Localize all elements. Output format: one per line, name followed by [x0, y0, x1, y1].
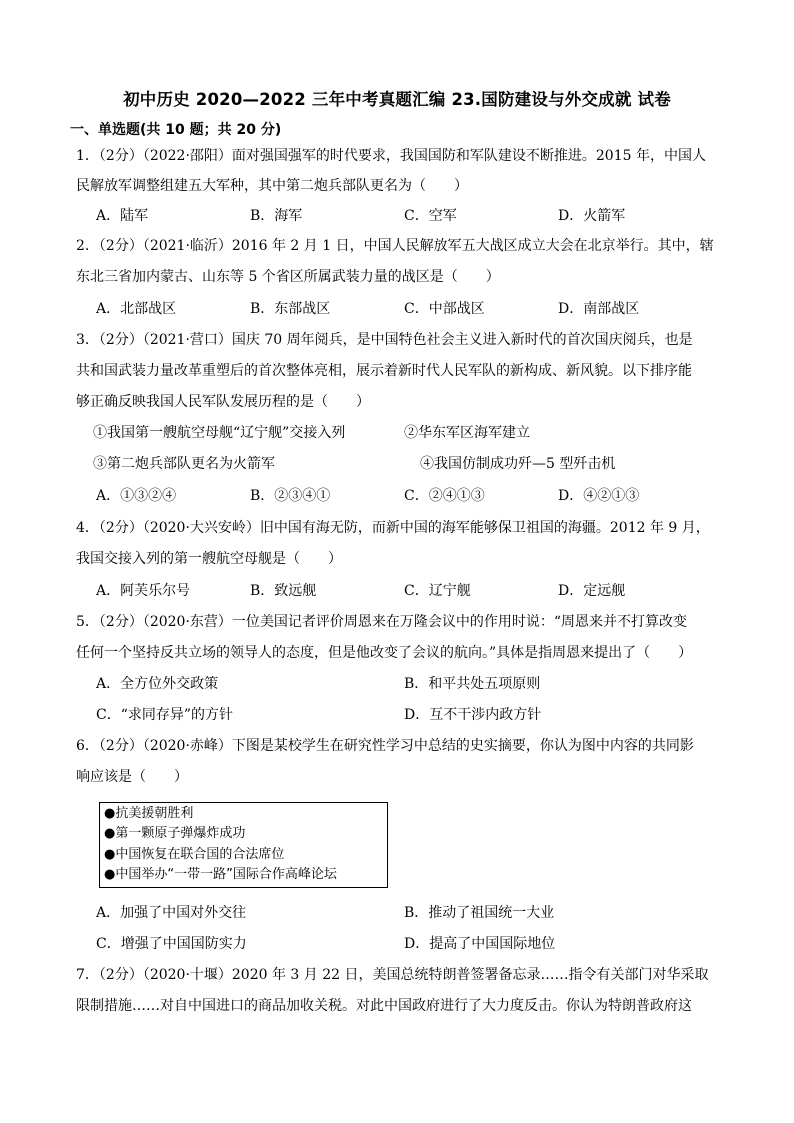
question-3-option-c: C．②④①③ — [404, 488, 485, 504]
section-heading: 一、单选题(共 10 题；共 20 分) — [70, 122, 282, 138]
question-3-line-1: 3．（2分）（2021·营口）国庆 70 周年阅兵，是中国特色社会主义进入新时代的首次国庆阅兵，也是 — [76, 332, 693, 348]
summary-box-item-3: ●中国恢复在联合国的合法席位 — [104, 847, 285, 862]
question-3-item-4: ④我国仿制成功歼—5 型歼击机 — [420, 456, 616, 472]
question-2-line-2: 东北三省加内蒙古、山东等 5 个省区所属武装力量的战区是（ ） — [76, 269, 500, 285]
question-6-option-c: C．增强了中国国防实力 — [96, 936, 247, 952]
summary-box-item-2: ●第一颗原子弹爆炸成功 — [104, 826, 246, 841]
question-3-item-2: ②华东军区海军建立 — [404, 425, 530, 441]
question-4-line-2: 我国交接入列的第一艘航空母舰是（ ） — [76, 551, 342, 567]
question-6-option-d: D．提高了中国国际地位 — [404, 936, 556, 952]
question-3-option-a: A．①③②④ — [96, 488, 177, 504]
question-5-option-c: C．“求同存异”的方针 — [96, 707, 234, 723]
question-2-line-1: 2．（2分）（2021·临沂）2016 年 2 月 1 日，中国人民解放军五大战区成立大会在北京举行。其中，辖 — [76, 238, 714, 254]
question-6-option-b: B．推动了祖国统一大业 — [404, 905, 555, 921]
question-1-option-a: A．陆军 — [96, 208, 149, 224]
question-4-option-b: B．致远舰 — [250, 583, 317, 599]
question-1-line-1: 1．（2分）（2022·邵阳）面对强国强军的时代要求，我国国防和军队建设不断推进。2015 年，中国人 — [76, 148, 706, 164]
question-2-option-d: D．南部战区 — [558, 301, 640, 317]
question-3-line-2: 共和国武装力量改革重塑后的首次整体亮相，展示着新时代人民军队的新构成、新风貌。以下排序能 — [76, 363, 692, 379]
question-5-option-b: B．和平共处五项原则 — [404, 676, 541, 692]
question-1-line-2: 民解放军调整组建五大军种，其中第二炮兵部队更名为（ ） — [76, 178, 468, 194]
question-3-item-3: ③第二炮兵部队更名为火箭军 — [93, 456, 275, 472]
summary-box-item-1: ●抗美援朝胜利 — [104, 806, 194, 821]
question-6-option-a: A．加强了中国对外交往 — [96, 905, 247, 921]
question-2-option-a: A．北部战区 — [96, 301, 177, 317]
question-3-line-3: 够正确反映我国人民军队发展历程的是（ ） — [76, 394, 370, 410]
question-6-line-2: 响应该是（ ） — [76, 769, 188, 785]
question-4-option-c: C．辽宁舰 — [404, 583, 471, 599]
question-1-option-b: B．海军 — [250, 208, 303, 224]
question-3-option-d: D．④②①③ — [558, 488, 640, 504]
question-4-option-d: D．定远舰 — [558, 583, 626, 599]
question-3-item-1: ①我国第一艘航空母舰“辽宁舰”交接入列 — [93, 425, 346, 441]
question-2-option-b: B．东部战区 — [250, 301, 331, 317]
page-title: 初中历史 2020—2022 三年中考真题汇编 23.国防建设与外交成就 试卷 — [123, 90, 671, 109]
question-2-option-c: C．中部战区 — [404, 301, 485, 317]
question-4-line-1: 4．（2分）（2020·大兴安岭）旧中国有海无防，而新中国的海军能够保卫祖国的海疆。2012 年 9 月， — [76, 520, 710, 536]
question-6-line-1: 6．（2分）（2020·赤峰）下图是某校学生在研究性学习中总结的史实摘要，你认为图中内容的共同影 — [76, 738, 694, 754]
question-7-line-1: 7．（2分）（2020·十堰）2020 年 3 月 22 日，美国总统特朗普签署备忘录……指令有关部门对华采取 — [76, 967, 709, 983]
question-7-line-2: 限制措施……对自中国进口的商品加收关税。对此中国政府进行了大力度反击。你认为特朗普政府这 — [76, 998, 692, 1014]
question-5-option-d: D．互不干涉内政方针 — [404, 707, 542, 723]
question-5-option-a: A．全方位外交政策 — [96, 676, 219, 692]
question-5-line-2: 任何一个坚持反共立场的领导人的态度，但是他改变了会议的航向。”具体是指周恩来提出了（ ） — [76, 645, 693, 661]
summary-box-item-4: ●中国举办“一带一路”国际合作高峰论坛 — [104, 867, 337, 882]
question-1-option-d: D．火箭军 — [558, 208, 626, 224]
summary-box — [99, 802, 388, 888]
question-5-line-1: 5．（2分）（2020·东营）一位美国记者评价周恩来在万隆会议中的作用时说：“周恩来并不打算改变 — [76, 614, 688, 630]
question-3-option-b: B．②③④① — [250, 488, 331, 504]
question-1-option-c: C．空军 — [404, 208, 457, 224]
question-4-option-a: A．阿芙乐尔号 — [96, 583, 191, 599]
